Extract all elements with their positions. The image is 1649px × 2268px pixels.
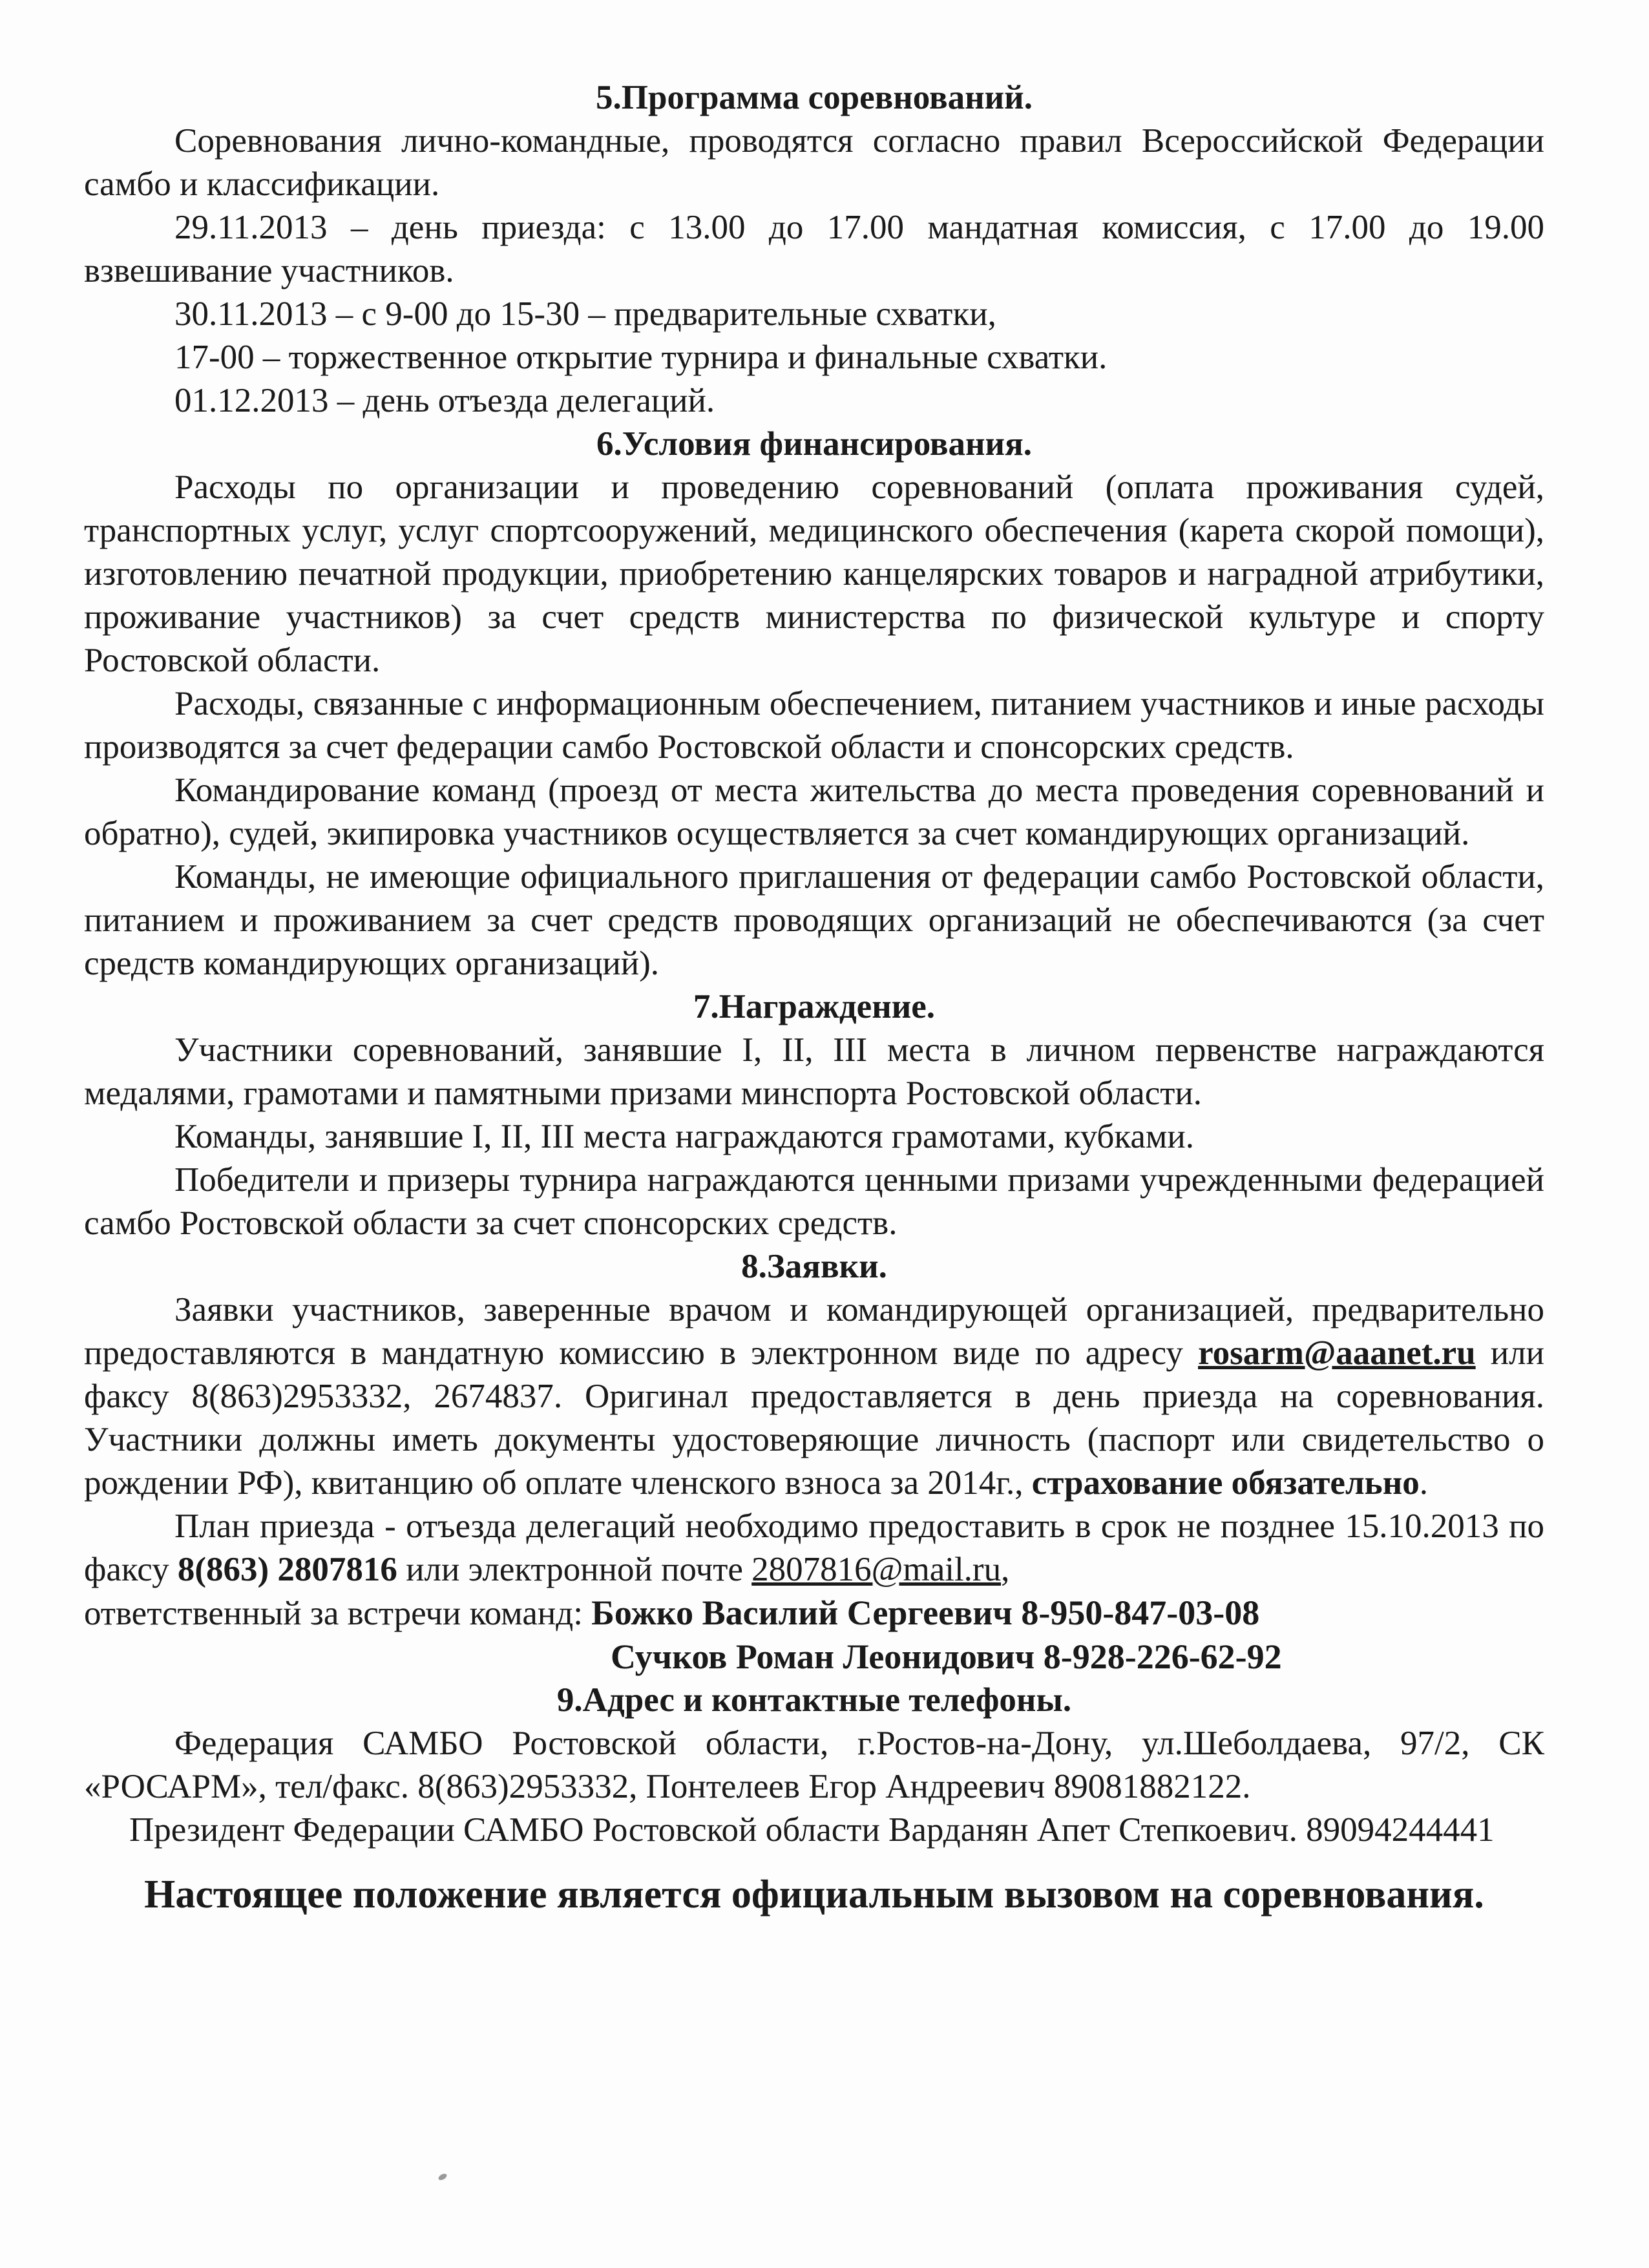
email-link-rosarm[interactable]: rosarm@aaanet.ru: [1198, 1334, 1476, 1372]
paragraph: Команды, занявшие I, II, III места награждаются грамотами, кубками.: [174, 1118, 1194, 1155]
responsible-person-2: Сучков Роман Леонидович 8-928-226-62-92: [611, 1637, 1282, 1676]
closing-statement: Настоящее положение является официальным вызовом на соревнования.: [144, 1873, 1484, 1916]
insurance-required-text: страхование обязательно: [1031, 1464, 1420, 1502]
section-heading-program: 5.Программа соревнований.: [596, 79, 1033, 116]
paragraph: Президент Федерации САМБО Ростовской области Варданян Апет Степкоевич. 89094244441: [129, 1811, 1495, 1849]
paragraph: Победители и призеры турнира награждаются ценными призами учрежденными федерацией самбо Ростовской области за счет спонсорских средств.: [84, 1161, 1544, 1242]
responsible-person-1: Божко Василий Сергеевич 8-950-847-03-08: [591, 1593, 1260, 1632]
email-link-mail[interactable]: 2807816@mail.ru: [751, 1551, 1002, 1588]
paragraph: 17-00 – торжественное открытие турнира и финальные схватки.: [174, 339, 1108, 376]
section-heading-financing: 6.Условия финансирования.: [596, 425, 1033, 463]
section-heading-applications: 8.Заявки.: [741, 1248, 887, 1285]
paragraph: 01.12.2013 – день отъезда делегаций.: [174, 382, 715, 419]
paragraph: Соревнования лично-командные, проводятся согласно правил Всероссийской Федерации самбо и классификации.: [84, 122, 1544, 203]
scan-speck: [437, 2172, 448, 2181]
paragraph: 30.11.2013 – с 9-00 до 15-30 – предварительные схватки,: [174, 295, 996, 333]
text-span: или электронной почте: [397, 1551, 752, 1588]
paragraph: Расходы, связанные с информационным обеспечением, питанием участников и иные расходы производятся за счет федерации самбо Ростовской области и спонсорских средств.: [84, 685, 1544, 766]
paragraph: Расходы по организации и проведению соревнований (оплата проживания судей, транспортных услуг, услуг спортсооружений, медицинского обеспечения (карета скорой помощи), изготовлению печатной продукции, приобретению канцелярских товаров и наградной атрибутики, проживание участников) за счет средств министерства по физической культуре и спорту Ростовской области.: [84, 468, 1544, 679]
text-span: ответственный за встречи команд:: [84, 1595, 592, 1632]
paragraph-applications: [84, 1288, 1544, 1505]
section-heading-contacts: 9.Адрес и контактные телефоны.: [556, 1681, 1072, 1719]
section-heading-awards: 7.Награждение.: [693, 988, 936, 1025]
paragraph: 29.11.2013 – день приезда: с 13.00 до 17.00 мандатная комиссия, с 17.00 до 19.00 взвешивание участников.: [84, 209, 1544, 289]
paragraph: Участники соревнований, занявшие I, II, III места в личном первенстве награждаются медалями, грамотами и памятными призами минспорта Ростовской области.: [84, 1031, 1544, 1112]
text-span: .: [1419, 1464, 1428, 1502]
text-span: Заявки участников, заверенные врачом и командирующей организацией, предварительно предоставляются в мандатную комиссию в электронном виде по адресу: [84, 1291, 1544, 1372]
paragraph: Федерация САМБО Ростовской области, г.Ростов-на-Дону, ул.Шеболдаева, 97/2, СК «РОСАРМ», тел/факс. 8(863)2953332, Понтелеев Егор Андреевич 89081882122.: [84, 1725, 1544, 1805]
text-span: План приезда - отъезда делегаций необходимо предоставить в срок не позднее 15.10.2013 по факсу: [84, 1507, 1544, 1588]
paragraph: Команды, не имеющие официального приглашения от федерации самбо Ростовской области, питанием и проживанием за счет средств проводящих организаций не обеспечиваются (за счет средств командирующих организаций).: [84, 858, 1544, 982]
paragraph: Командирование команд (проезд от места жительства до места проведения соревнований и обратно), судей, экипировка участников осуществляется за счет командирующих организаций.: [84, 772, 1544, 852]
fax-number: 8(863) 2807816: [177, 1551, 397, 1588]
text-span: или факсу 8(863)2953332, 2674837. Оригинал предоставляется в день приезда на соревнования. Участники должны иметь документы удостоверяющие личность (паспорт или свидетельство о рождении РФ), квитанцию об оплате членского взноса за 2014г.,: [84, 1334, 1544, 1502]
document-body: [84, 76, 1544, 1920]
paragraph-arrival-plan: [84, 1505, 1544, 1591]
text-span: ,: [1001, 1551, 1010, 1588]
responsible-line: [84, 1591, 1544, 1635]
